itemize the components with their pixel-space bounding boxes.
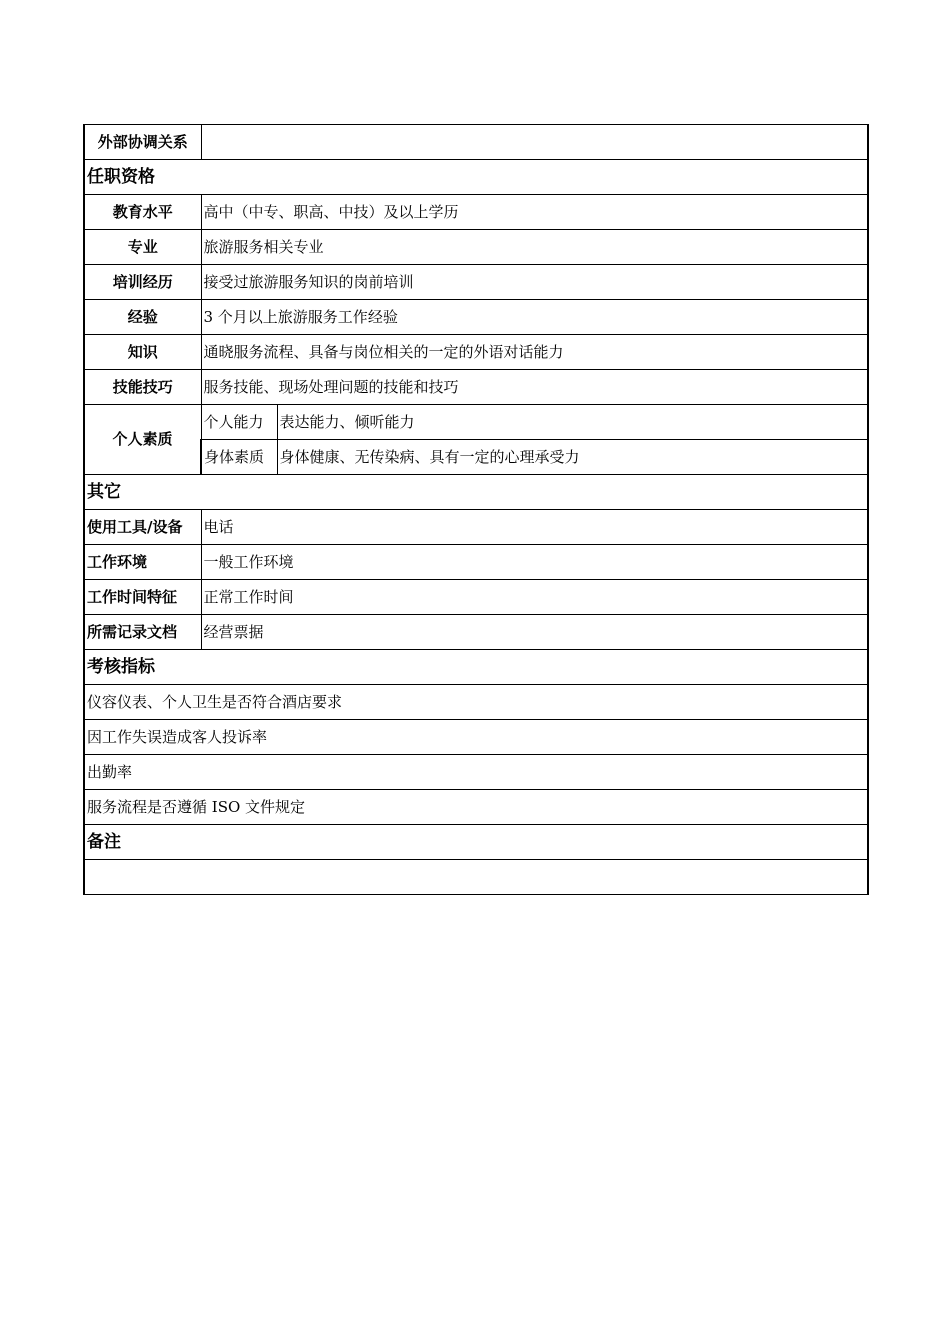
physical-quality-label: 身体素质 (201, 440, 277, 475)
row-knowledge (84, 335, 868, 370)
assessment-item-appearance: 仪容仪表、个人卫生是否符合酒店要求 (84, 685, 868, 720)
row-tools (84, 510, 868, 545)
section-remarks (84, 825, 868, 860)
row-records (84, 615, 868, 650)
section-title-other: 其它 (84, 475, 868, 510)
section-other (84, 475, 868, 510)
education-value: 高中（中专、职高、中技）及以上学历 (201, 195, 868, 230)
knowledge-value: 通晓服务流程、具备与岗位相关的一定的外语对话能力 (201, 335, 868, 370)
records-value: 经营票据 (201, 615, 868, 650)
education-label: 教育水平 (84, 195, 201, 230)
row-education (84, 195, 868, 230)
assessment-item (84, 685, 868, 720)
work-time-value: 正常工作时间 (201, 580, 868, 615)
section-assessment (84, 650, 868, 685)
records-label: 所需记录文档 (84, 615, 201, 650)
assessment-item-iso: 服务流程是否遵循 ISO 文件规定 (84, 790, 868, 825)
row-experience (84, 300, 868, 335)
experience-value: 3 个月以上旅游服务工作经验 (201, 300, 868, 335)
row-major (84, 230, 868, 265)
skills-label: 技能技巧 (84, 370, 201, 405)
external-relations-label: 外部协调关系 (84, 125, 201, 160)
row-physical-quality (84, 440, 868, 475)
row-training (84, 265, 868, 300)
section-title-assessment: 考核指标 (84, 650, 868, 685)
environment-label: 工作环境 (84, 545, 201, 580)
row-skills (84, 370, 868, 405)
major-value: 旅游服务相关专业 (201, 230, 868, 265)
training-label: 培训经历 (84, 265, 201, 300)
environment-value: 一般工作环境 (201, 545, 868, 580)
row-environment (84, 545, 868, 580)
skills-value: 服务技能、现场处理问题的技能和技巧 (201, 370, 868, 405)
major-label: 专业 (84, 230, 201, 265)
work-time-label: 工作时间特征 (84, 580, 201, 615)
tools-label: 使用工具/设备 (84, 510, 201, 545)
tools-value: 电话 (201, 510, 868, 545)
section-title-remarks: 备注 (84, 825, 868, 860)
physical-quality-value: 身体健康、无传染病、具有一定的心理承受力 (277, 440, 868, 475)
remarks-value (84, 860, 868, 895)
section-qualifications (84, 160, 868, 195)
external-relations-value (201, 125, 868, 160)
experience-label: 经验 (84, 300, 201, 335)
assessment-item-attendance: 出勤率 (84, 755, 868, 790)
personal-quality-label: 个人素质 (84, 405, 201, 475)
assessment-item (84, 790, 868, 825)
assessment-item (84, 755, 868, 790)
section-title-qualifications: 任职资格 (84, 160, 868, 195)
row-external-relations (84, 125, 868, 160)
personal-ability-label: 个人能力 (201, 405, 277, 440)
assessment-item-complaint-rate: 因工作失误造成客人投诉率 (84, 720, 868, 755)
row-remarks (84, 860, 868, 895)
knowledge-label: 知识 (84, 335, 201, 370)
row-personal-ability (84, 405, 868, 440)
assessment-item (84, 720, 868, 755)
row-work-time (84, 580, 868, 615)
job-description-table (83, 124, 869, 895)
personal-ability-value: 表达能力、倾听能力 (277, 405, 868, 440)
training-value: 接受过旅游服务知识的岗前培训 (201, 265, 868, 300)
